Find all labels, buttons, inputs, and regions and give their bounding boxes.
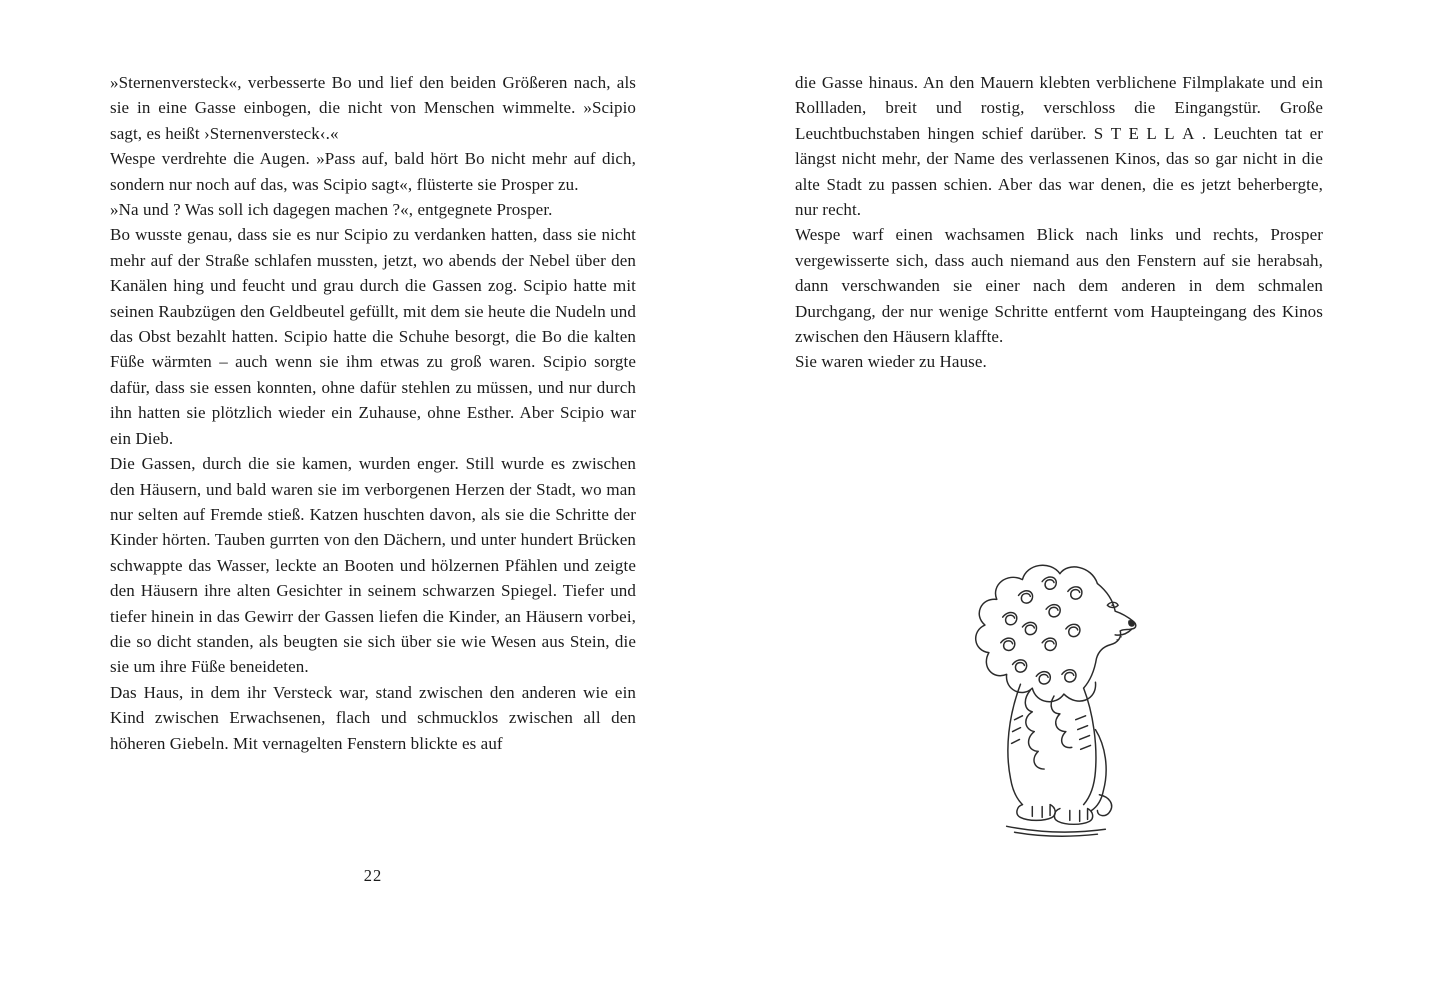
paragraph: Wespe warf einen wachsamen Blick nach links und rechts, Prosper vergewisserte sich, dass auch niemand aus den Fenstern auf sie herabsah, dann verschwanden sie einer nach dem anderen in dem schmalen Durchgang, der nur wenige Schritte entfernt vom Haupteingang des Kinos zwischen den Häusern klaffte. bbox=[795, 225, 1323, 347]
paragraph: Das Haus, in dem ihr Versteck war, stand zwischen den anderen wie ein Kind zwischen Erwachsenen, flach und schmucklos zwischen all den höheren Giebeln. Mit vernagelten Fenstern blickte es auf bbox=[110, 682, 636, 753]
paragraph: »Sternenversteck«, verbesserte Bo und lief den beiden Größeren nach, als sie in eine Gasse einbogen, die nicht von Menschen wimmelte. »Scipio sagt, es heißt ›Sternenversteck‹.« bbox=[110, 73, 636, 143]
right-text-column bbox=[795, 70, 1323, 375]
paragraph: Bo wusste genau, dass sie es nur Scipio zu verdanken hatten, dass sie nicht mehr auf der Straße schlafen mussten, jetzt, wo abends der Nebel über den Kanälen hing und feucht und grau durch die Gassen zog. Scipio hatte mit seinen Raubzügen den Geldbeutel gefüllt, mit dem sie heute die Nudeln und das Obst bezahlt hatten. Scipio hatte die Schuhe besorgt, die Bo die kalten Füße wärmten – auch wenn sie ihm etwas zu groß waren. Scipio sorgte dafür, dass sie essen konnten, ohne dafür stehlen zu müssen, und nur durch ihn hatten sie plötzlich wieder ein Zuhause, ohne Esther. Aber Scipio war ein Dieb. bbox=[110, 225, 636, 448]
paragraph: die Gasse hinaus. An den Mauern klebten verblichene Filmplakate und ein Rollladen, breit und rostig, verschloss die Eingangstür. Große Leuchtbuchstaben hingen schief darüber. S T E L L A . Leuchten tat er längst nicht mehr, der Name des verlassenen Kinos, das so gar nicht in die alte Stadt zu passen schien. Aber das war denen, die es jetzt beherbergte, nur recht. bbox=[795, 73, 1323, 220]
lion-statue-icon bbox=[950, 552, 1160, 848]
paragraph: Sie waren wieder zu Hause. bbox=[795, 352, 987, 372]
paragraph: Die Gassen, durch die sie kamen, wurden enger. Still wurde es zwischen den Häusern, und bald waren sie im verborgenen Herzen der Stadt, wo man nur selten auf Fremde stieß. Katzen huschten davon, als sie die Schritte der Kinder hörten. Tauben gurrten von den Dächern, und unter hundert Brücken schwappte das Wasser, leckte an Booten und hölzernen Pfählen und zeigte den Häusern ihre alten Gesichter in seinem schwarzen Spiegel. Tiefer und tiefer hinein in das Gewirr der Gassen liefen die Kinder, an Häusern vorbei, die so dicht standen, als beugten sie sich über sie wie Wesen aus Stein, die sie um ihre Füße beneideten. bbox=[110, 454, 636, 677]
left-text-column bbox=[110, 70, 636, 756]
paragraph: Wespe verdrehte die Augen. »Pass auf, bald hört Bo nicht mehr auf dich, sondern nur noch auf das, was Scipio sagt«, flüsterte sie Prosper zu. bbox=[110, 149, 636, 194]
paragraph: »Na und ? Was soll ich dagegen machen ?«, entgegnete Prosper. bbox=[110, 200, 553, 220]
lion-illustration bbox=[950, 552, 1160, 848]
page-number: 22 bbox=[363, 866, 383, 885]
